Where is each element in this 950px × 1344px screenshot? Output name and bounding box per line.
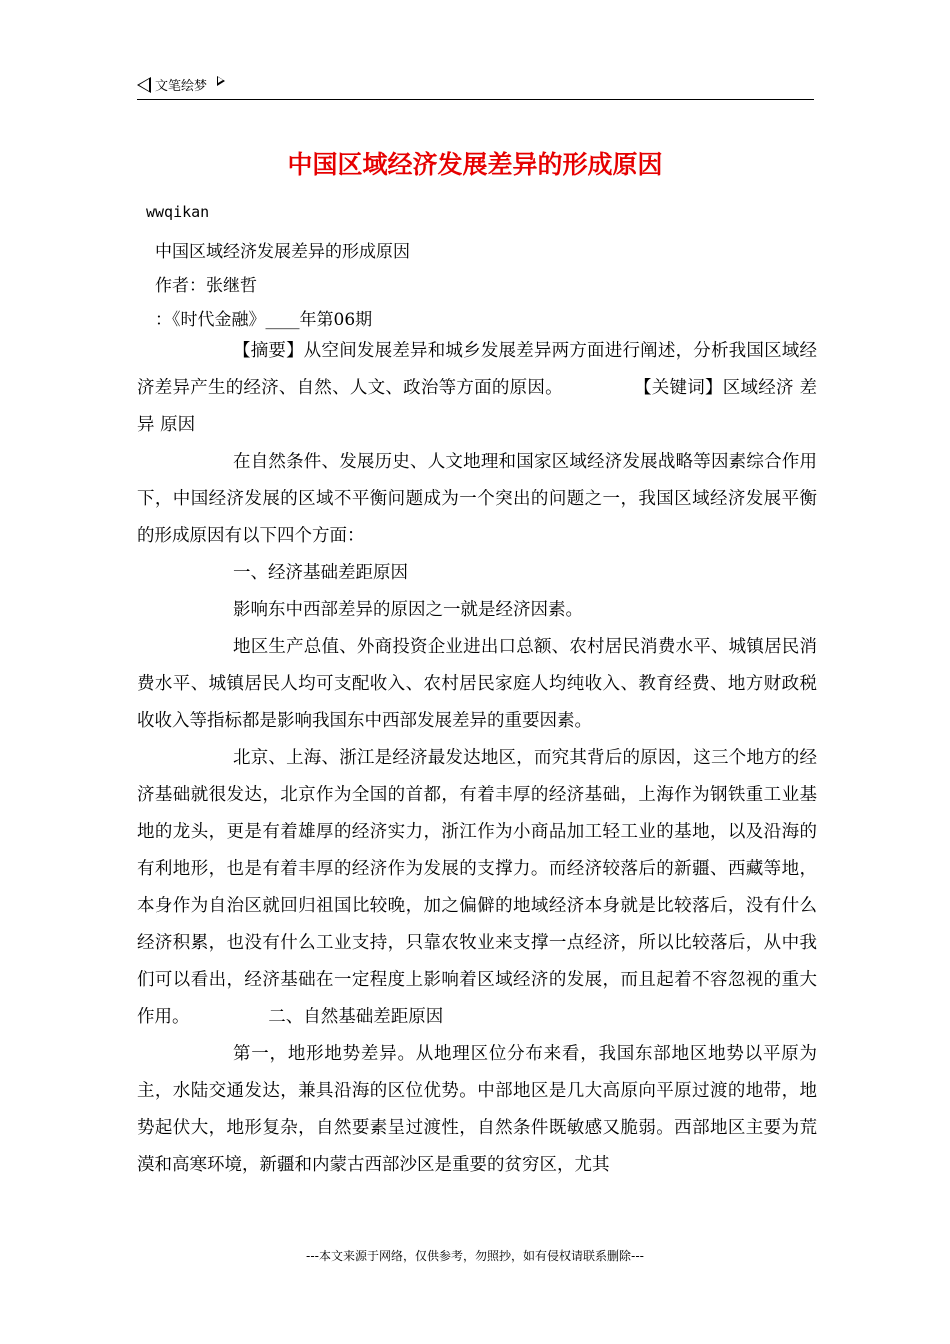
- body-paragraph: 第一，地形地势差异。从地理区位分布来看，我国东部地区地势以平原为主，水陆交通发达，兼具沿海的区位优势。中部地区是几大高原向平原过渡的地带，地势起伏大，地形复杂，自然要素呈过渡性，自然条件既敏感又脆弱。西部地区主要为荒漠和高寒环境，新疆和内蒙古西部沙区是重要的贫穷区，尤其: [137, 1044, 817, 1175]
- triangle-left-icon: [137, 77, 151, 93]
- header-brand-group: [137, 75, 225, 94]
- author-line: 作者：张继哲: [155, 276, 257, 296]
- page-header: [137, 73, 814, 100]
- publication-line: ：《时代金融》____年第06期: [155, 310, 373, 330]
- document-title: 中国区域经济发展差异的形成原因: [287, 150, 663, 179]
- body-paragraph: 地区生产总值、外商投资企业进出口总额、农村居民消费水平、城镇居民消费水平、城镇居民人均可支配收入、农村居民家庭人均纯收入、教育经费、地方财政税收收入等指标都是影响我国东中西部发展差异的重要因素。: [137, 637, 817, 731]
- header-brand: 文笔绘梦: [155, 79, 208, 94]
- document-body: [137, 333, 817, 1184]
- triangle-right-icon: [217, 76, 225, 86]
- body-paragraph: 影响东中西部差异的原因之一就是经济因素。: [233, 600, 583, 620]
- body-paragraph: 在自然条件、发展历史、人文地理和国家区域经济发展战略等因素综合作用下，中国经济发展的区域不平衡问题成为一个突出的问题之一，我国区域经济发展平衡的形成原因有以下四个方面：: [137, 452, 817, 546]
- source-line: wwqikan: [146, 203, 210, 221]
- body-paragraph: 北京、上海、浙江是经济最发达地区，而究其背后的原因，这三个地方的经济基础就很发达，北京作为全国的首都，有着丰厚的经济基础，上海作为钢铁重工业基地的龙头，更是有着雄厚的经济实力，浙江作为小商品加工轻工业的基地，以及沿海的有利地形，也是有着丰厚的经济作为发展的支撑力。而经济较落后的新疆、西藏等地，本身作为自治区就回归祖国比较晚，加之偏僻的地域经济本身就是比较落后，没有什么经济积累，也没有什么工业支持，只靠农牧业来支撑一点经济，所以比较落后，从中我们可以看出，经济基础在一定程度上影响着区域经济的发展，而且起着不容忽视的重大作用。 二、自然基础差距原因: [137, 748, 817, 1027]
- subtitle-line: 中国区域经济发展差异的形成原因: [155, 242, 410, 262]
- page-footer: ---本文来源于网络，仅供参考，勿照抄，如有侵权请联系删除---: [306, 1249, 644, 1263]
- section-heading: 一、经济基础差距原因: [233, 563, 408, 583]
- abstract-paragraph: 【摘要】从空间发展差异和城乡发展差异两方面进行阐述，分析我国区域经济差异产生的经济、自然、人文、政治等方面的原因。 【关键词】区域经济 差异 原因: [137, 341, 817, 435]
